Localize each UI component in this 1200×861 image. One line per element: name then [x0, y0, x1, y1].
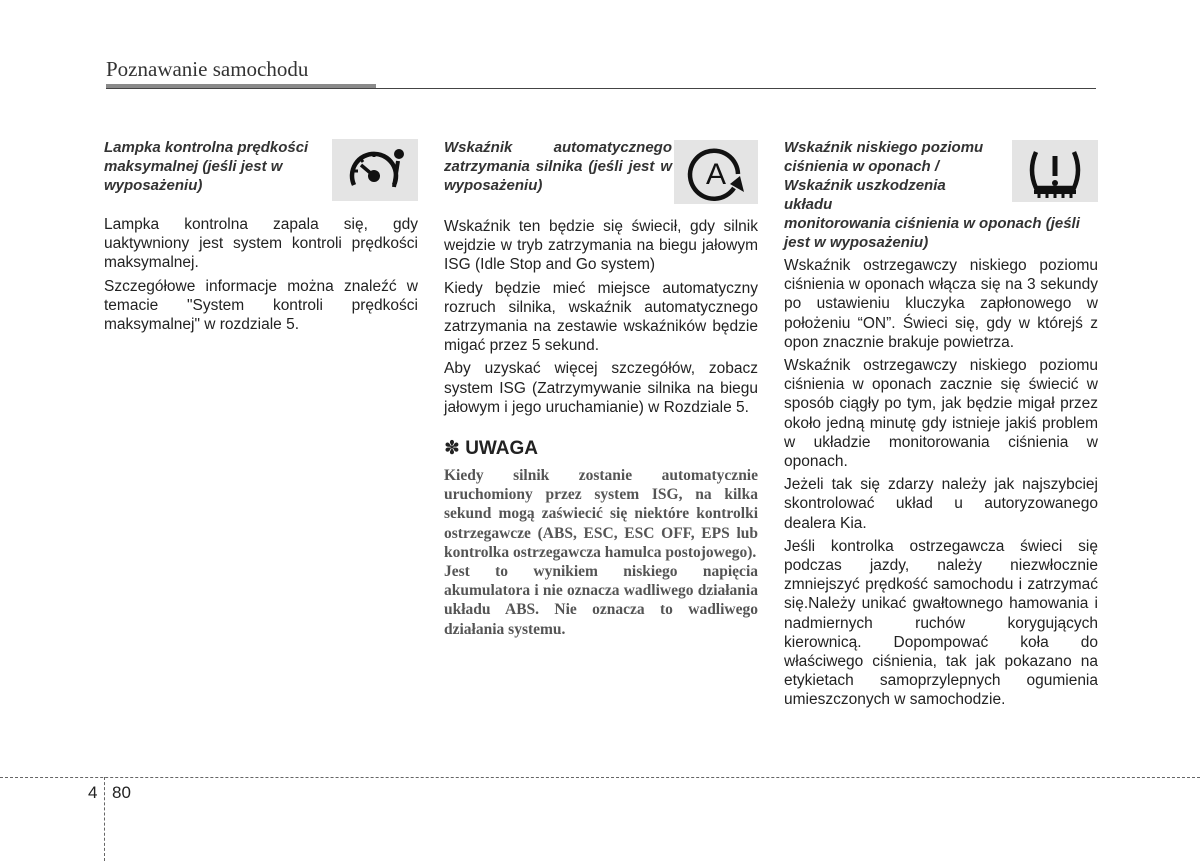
running-header: Poznawanie samochodu — [106, 57, 309, 81]
column-speed-limit — [104, 138, 418, 338]
page-number: 80 — [112, 783, 131, 802]
paragraph: Kiedy będzie mieć miejsce automatyczny rozruch silnika, wskaźnik automatycznego zatrzymania na zestawie wskaźników będzie migać przez 5 sekund. — [444, 279, 758, 355]
section-heading: Wskaźnik niskiego poziomu ciśnienia w oponach / Wskaźnik uszkodzenia układu — [784, 139, 984, 213]
paragraph: Lampka kontrolna zapala się, gdy uaktywniony jest system kontroli prędkości maksymalnej. — [104, 216, 418, 272]
paragraph: Wskaźnik ostrzegawczy niskiego poziomu ciśnienia w oponach włącza się na 3 sekundy po ustawieniu kluczyka zapłonowego w położeniu “ON”. Świeci się, gdy w którejś z opon znacznie brakuje powietrza. — [784, 257, 1098, 351]
header-rule — [106, 88, 1096, 89]
auto-stop-icon — [674, 140, 758, 204]
section-heading: Lampka kontrolna prędkości maksymalnej (jeśli jest w wyposażeniu) — [104, 139, 309, 194]
footer-divider — [104, 777, 105, 861]
paragraph: Jeżeli tak się zdarzy należy jak najszybciej skontrolować układ u autoryzowanego dealera Kia. — [784, 476, 1098, 532]
column-auto-stop — [444, 138, 758, 639]
notice-paragraph: Jest to wynikiem niskiego napięcia akumulatora i nie oznacza wadliwego działania układu ABS. Nie oznacza to wadliwego działania systemu. — [444, 563, 758, 638]
auto-stop-letter: A — [705, 158, 727, 191]
notice-title: ✽ UWAGA — [444, 438, 539, 460]
footer-rule — [0, 777, 1200, 778]
speed-limit-icon — [332, 139, 418, 201]
paragraph: Aby uzyskać więcej szczegółów, zobacz system ISG (Zatrzymywanie silnika na biegu jałowym i jego uruchamianie) w Rozdziale 5. — [444, 360, 758, 416]
paragraph: Wskaźnik ostrzegawczy niskiego poziomu ciśnienia w oponach zacznie się świecić w sposób ciągły po tym, jak będzie migał przez około jedną minutę gdy istnieje jakiś problem w układzie monitorowania ciśnienia w oponach. — [784, 357, 1098, 471]
paragraph: Jeśli kontrolka ostrzegawcza świeci się podczas jazdy, należy niezwłocznie zmniejszyć prędkość samochodu i zatrzymać się.Należy unikać gwałtownego hamowania i nadmiernych ruchów korygujących kierownicą. Dopompować koła do właściwego ciśnienia, tak jak pokazano na etykietach samoprzylepnych ogumienia umieszczonych w samochodzie. — [784, 537, 1098, 709]
section-heading: Wskaźnik automatycznego zatrzymania silnika (jeśli jest w wyposażeniu) — [444, 139, 672, 194]
section-heading-continued: monitorowania ciśnienia w oponach (jeśli jest w wyposażeniu) — [784, 215, 1080, 251]
paragraph: Wskaźnik ten będzie się świecił, gdy silnik wejdzie w tryb zatrzymania na biegu jałowym ISG (Idle Stop and Go system) — [444, 218, 758, 274]
chapter-number: 4 — [88, 783, 98, 802]
column-tire-pressure — [784, 138, 1098, 714]
notice-paragraph: Kiedy silnik zostanie automatycznie uruchomiony przez system ISG, na kilka sekund mogą zaświecić się niektóre kontrolki ostrzegawcze (ABS, ESC, ESC OFF, EPS lub kontrolka ostrzegawcza hamulca postojowego). — [444, 467, 758, 561]
tire-pressure-icon — [1012, 140, 1098, 202]
paragraph: Szczegółowe informacje można znaleźć w temacie "System kontroli prędkości maksymalnej" w rozdziale 5. — [104, 277, 418, 334]
